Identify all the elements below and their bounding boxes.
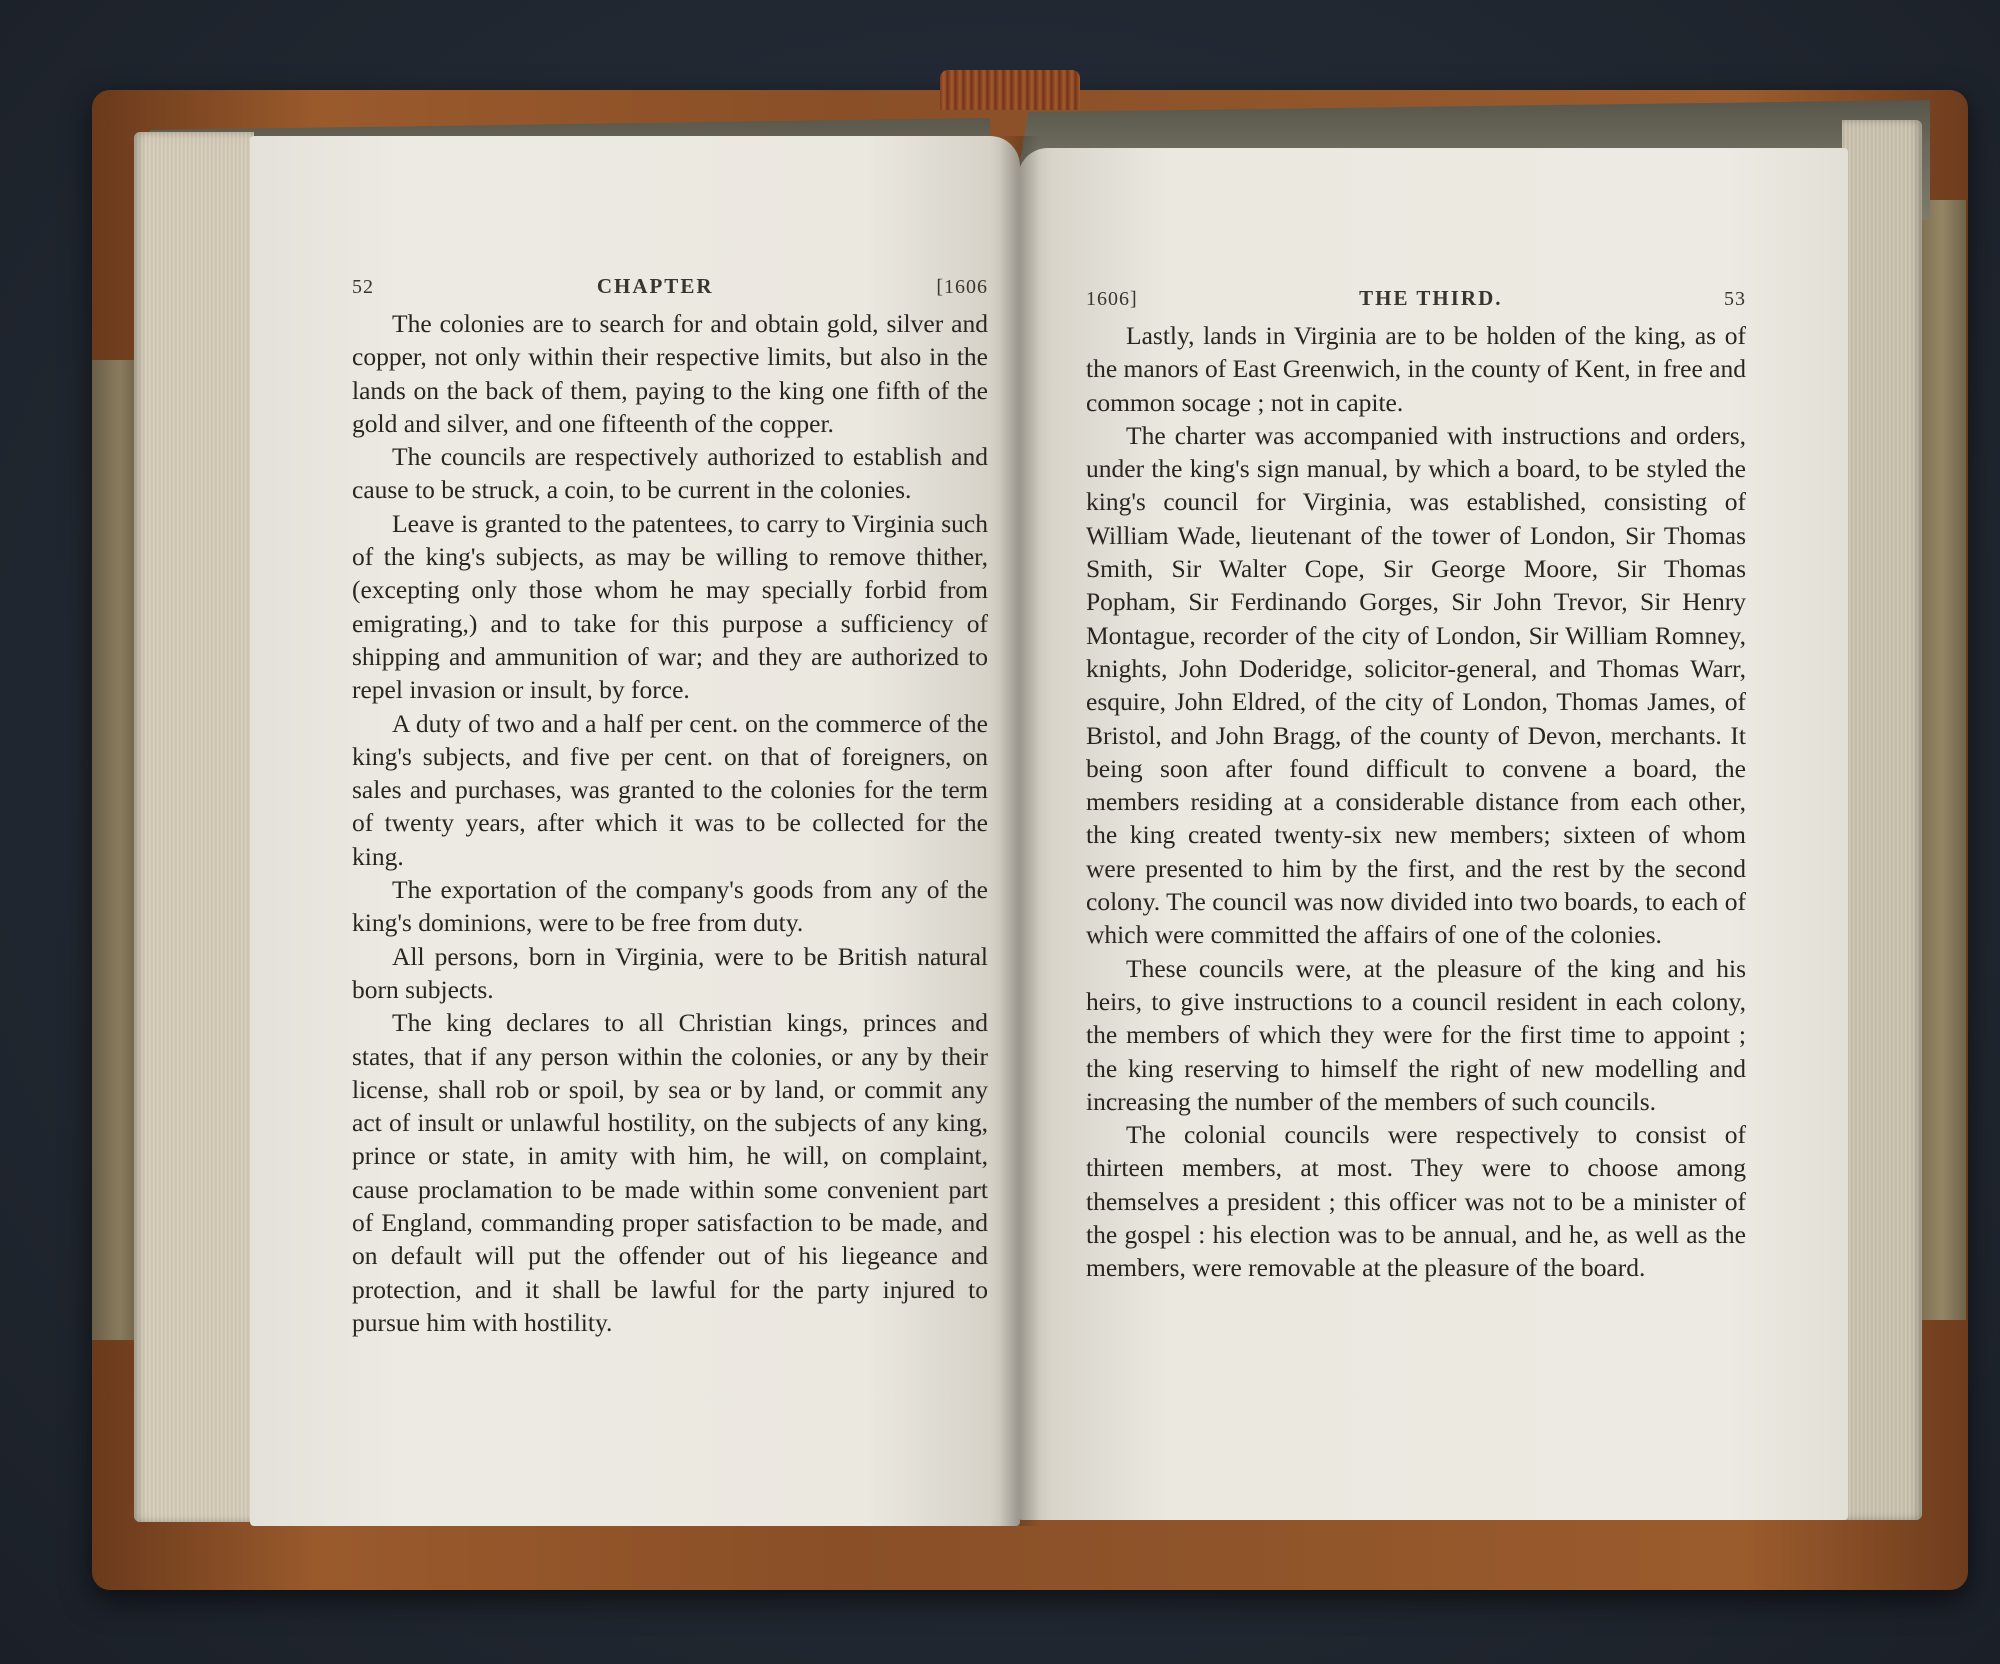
- left-running-head: [352, 274, 988, 299]
- book-gutter: [1000, 136, 1040, 1526]
- left-paragraph: All persons, born in Virginia, were to be British natural born subjects.: [352, 941, 988, 1004]
- right-paragraph: Lastly, lands in Virginia are to be holden of the king, as of the manors of East Greenwich, in the county of Kent, in free and common socage ; not in capite.: [1086, 321, 1746, 417]
- right-page: [1018, 148, 1848, 1520]
- left-page-number: 52: [352, 276, 374, 298]
- right-paragraph: These councils were, at the pleasure of the king and his heirs, to give instructions to a council resident in each colony, the members of which they were for the first time to appoint ; the king reserving to himself the right of new modelling and increasing the number of the members of such councils.: [1086, 953, 1746, 1116]
- left-year: [1606: [936, 276, 988, 298]
- right-body-text: [1086, 319, 1746, 1285]
- right-page-number: 53: [1724, 288, 1746, 310]
- left-paragraph: The king declares to all Christian kings, princes and states, that if any person within the colonies, or any by their license, shall rob or spoil, by sea or by land, or commit any act of insult or unlawful hostility, on the subjects of any king, prince or state, in amity with him, he will, on complaint, cause proclamation to be made within some convenient part of England, commanding proper satisfaction to be made, and on default will put the offender out of his liegeance and protection, and it shall be lawful for the party injured to pursue him with hostility.: [352, 1008, 988, 1337]
- cover-cloth-right: [1918, 200, 1966, 1320]
- page-edges-left: [134, 132, 254, 1522]
- right-year: 1606]: [1086, 288, 1138, 310]
- right-running-head: [1086, 286, 1746, 311]
- left-body-text: [352, 307, 988, 1339]
- right-paragraph: The charter was accompanied with instructions and orders, under the king's sign manual, by which a board, to be styled the king's council for Virginia, was established, consisting of William Wade, lieutenant of the tower of London, Sir Thomas Smith, Sir Walter Cope, Sir George Moore, Sir Thomas Popham, Sir Ferdinando Gorges, Sir John Trevor, Sir Henry Montague, recorder of the city of London, Sir William Romney, knights, John Doderidge, solicitor-general, and Thomas Warr, esquire, John Eldred, of the city of London, Thomas James, of Bristol, and John Bragg, of the county of Devon, merchants. It being soon after found difficult to convene a board, the members residing at a considerable distance from each other, the king created twenty-six new members; sixteen of whom were presented to him by the first, and the rest by the second colony. The council was now divided into two boards, to each of which were committed the affairs of one of the colonies.: [1086, 420, 1746, 950]
- left-paragraph: A duty of two and a half per cent. on the commerce of the king's subjects, and five per cent. on that of foreigners, on sales and purchases, was granted to the colonies for the term of twenty years, after which it was to be collected for the king.: [352, 708, 988, 871]
- left-paragraph: The colonies are to search for and obtain gold, silver and copper, not only within their respective limits, but also in the lands on the back of them, paying to the king one fifth of the gold and silver, and one fifteenth of the copper.: [352, 309, 988, 438]
- page-edges-right: [1842, 120, 1922, 1520]
- left-paragraph: The exportation of the company's goods from any of the king's dominions, were to be free from duty.: [352, 875, 988, 938]
- left-paragraph: Leave is granted to the patentees, to carry to Virginia such of the king's subjects, as may be willing to remove thither, (excepting only those whom he may specially forbid from emigrating,) and to take for this purpose a sufficiency of shipping and ammunition of war; and they are authorized to repel invasion or insult, by force.: [352, 508, 988, 705]
- book-headband: [940, 70, 1080, 110]
- left-running-title: CHAPTER: [596, 274, 714, 298]
- left-page: [250, 136, 1020, 1526]
- right-running-title: THE THIRD.: [1359, 286, 1503, 310]
- right-paragraph: The colonial councils were respectively to consist of thirteen members, at most. They were to choose among themselves a president ; this officer was not to be a minister of the gospel : his election was to be annual, and he, as well as the members, were removable at the pleasure of the board.: [1086, 1120, 1746, 1283]
- left-paragraph: The councils are respectively authorized to establish and cause to be struck, a coin, to be current in the colonies.: [352, 442, 988, 505]
- cover-cloth-left: [92, 360, 138, 1340]
